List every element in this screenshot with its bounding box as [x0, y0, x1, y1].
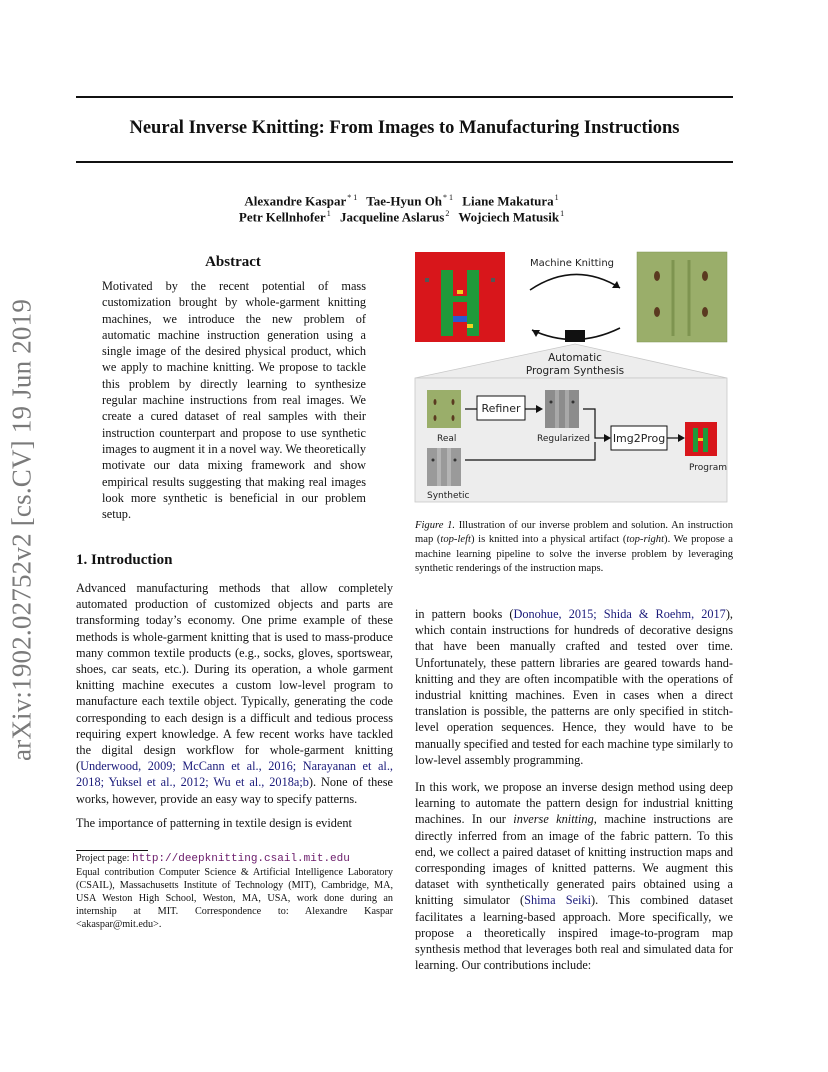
author-name: Tae-Hyun Oh — [366, 193, 443, 209]
label-program: Program — [689, 463, 727, 473]
arxiv-id-text: arXiv:1902.02752v2 [cs.CV] 19 Jun 2019 — [6, 298, 37, 762]
abstract-text: Motivated by the recent potential of mass customization brought by whole-garment knitting machines, we introduce the new problem of automatic machine instruction generation using a single image of the desired physical product, which we apply to machine knitting. We propose to tackle this problem by directly learning to synthesize regular machine instructions from real images. We create a cured dataset of real samples with their instruction counterpart and propose to use synthetic images to augment it in a novel way. We theoretically motivate our data mixing framework and show empirical results suggesting that making real images look more synthetic is beneficial in our problem setup. — [102, 279, 366, 522]
footnote-rule — [76, 850, 148, 851]
author-affiliation: * 1 — [347, 193, 358, 202]
author-affiliation: 1 — [326, 209, 331, 218]
citation-link[interactable]: Donohue, 2015; Shida & Roehm, 2017 — [513, 607, 726, 621]
project-page-label: Project page: — [76, 853, 133, 864]
paper-title: Neural Inverse Knitting: From Images to Manufacturing Instructions — [129, 118, 680, 138]
instruction-map-image — [415, 252, 505, 342]
author-affiliation: 1 — [560, 209, 565, 218]
text-run: top-right — [626, 534, 665, 546]
text-run: top-left — [440, 534, 471, 546]
label-synthetic: Synthetic — [427, 491, 470, 501]
caption-label: Figure 1. — [415, 520, 456, 531]
regularized-sample-image — [545, 390, 579, 428]
footnotes — [76, 852, 393, 931]
figure-caption — [415, 519, 733, 576]
author-line-2 — [76, 209, 733, 225]
intro-right-column — [415, 606, 733, 973]
abstract-heading: Abstract — [205, 254, 261, 270]
text-run: inverse knitting — [513, 812, 594, 827]
author-name: Liane Makatura — [462, 193, 554, 209]
synthetic-sample-image — [427, 448, 461, 486]
footnote-text: Equal contribution Computer Science & Artificial Intelligence Laboratory (CSAIL), Massachusetts Institute of Technology (MIT), Cambridge, MA, USA Weston High School, Weston, MA, USA, work done during an internship at MIT. Correspondence to: Alexandre Kaspar <akaspar@mit.edu>. — [76, 867, 393, 930]
text-run: , machine instructions are directly inferred from an image of the fabric pattern. To this end, we collect a paired dataset of knitting instruction maps and corresponding images of knitted patterns. We augment this dataset with synthetically generated pairs obtained using a knitting simulator ( — [415, 812, 734, 908]
title-rule-top — [76, 96, 733, 98]
intro-paragraph — [76, 580, 393, 807]
text-run: Advanced manufacturing methods that allow completely automated production of customized objects and parts are transforming today’s economy. One prime example of these methods is whole-garment knitting that is used to mass-produce many common textile products (e.g., socks, gloves, sportswear, shoes, car seats, etc.). During its operation, a whole garment knitting machine executes a custom low-level program to manufacture each textile object. Typically, generating the code corresponding to each design is a difficult and tedious process requiring expert knowledge. A few recent works have tackled the digital design workflow for whole-garment knitting ( — [76, 581, 393, 774]
text-run: ). None of these works, however, provide an easy way to specify patterns. — [76, 775, 393, 806]
author-name: Jacqueline Aslarus — [339, 209, 445, 225]
section-heading-introduction: 1. Introduction — [76, 552, 173, 568]
intro-left-column — [76, 580, 393, 831]
text-run: ), which contain instructions for hundreds of decorative designs that have been manually crafted and tested over time. Unfortunately, these pattern libraries are geared towards hand-knitting and they are often incompatible with the operations of industrial knitting machines. Even in cases when a direct translation is possible, the patterns are only specified in stitch-level operation sequences. Hence, they would have to be manually specified and tested for each machine type similarly to low-level assembly programming. — [415, 607, 733, 767]
text-run: In this work, we propose an inverse design method using deep learning to automate the pattern design for industrial knitting machines. In our — [415, 780, 733, 827]
program-output-image — [685, 422, 717, 456]
author-affiliation: 2 — [445, 209, 450, 218]
text-run: ) is knitted into a physical artifact ( — [471, 534, 627, 546]
label-machine-knitting: Machine Knitting — [529, 258, 615, 269]
author-name: Petr Kellnhofer — [238, 209, 326, 225]
label-automatic: Automatic — [548, 352, 602, 364]
figure-1-diagram — [405, 250, 735, 512]
intro-paragraph: The importance of patterning in textile design is evident — [76, 815, 352, 830]
label-real: Real — [437, 434, 457, 444]
text-run: Illustration of our inverse problem and solution. An instruction map ( — [415, 520, 733, 546]
citation-link[interactable]: Shima Seiki — [524, 893, 592, 908]
label-program-synthesis: Program Synthesis — [525, 365, 625, 377]
text-run: in pattern books ( — [415, 607, 514, 621]
author-affiliation: * 1 — [443, 193, 454, 202]
knitted-artifact-image — [637, 252, 727, 342]
text-run: ). We propose a machine learning pipeline to solve the inverse problem by leveraging synthetic renderings of the instruction maps. — [415, 534, 733, 574]
citation-link[interactable]: Underwood, 2009; McCann et al., 2016; Narayanan et al., 2018; Yuksel et al., 2012; Wu et al., 2018a;b — [76, 759, 393, 790]
knitting-machine-icon — [565, 330, 585, 342]
arrow-forward — [530, 274, 620, 290]
intro-paragraph — [415, 779, 733, 973]
author-name: Wojciech Matusik — [458, 209, 560, 225]
label-regularized: Regularized — [537, 434, 590, 444]
label-refiner: Refiner — [481, 402, 521, 415]
real-sample-image — [427, 390, 461, 428]
intro-paragraph — [415, 606, 733, 768]
text-run: ). This combined dataset facilitates a learning-based approach. More specifically, we propose a theoretically inspired image-to-program map synthesis method that leverages both real and simulated data for learning. Our contributions include: — [415, 893, 734, 973]
project-page-link[interactable]: http://deepknitting.csail.mit.edu — [132, 853, 350, 865]
author-name: Alexandre Kaspar — [244, 193, 347, 209]
author-line-1 — [76, 193, 733, 209]
title-rule-bottom — [76, 161, 733, 163]
author-affiliation: 1 — [554, 193, 559, 202]
label-img2prog: Img2Prog — [612, 432, 666, 445]
